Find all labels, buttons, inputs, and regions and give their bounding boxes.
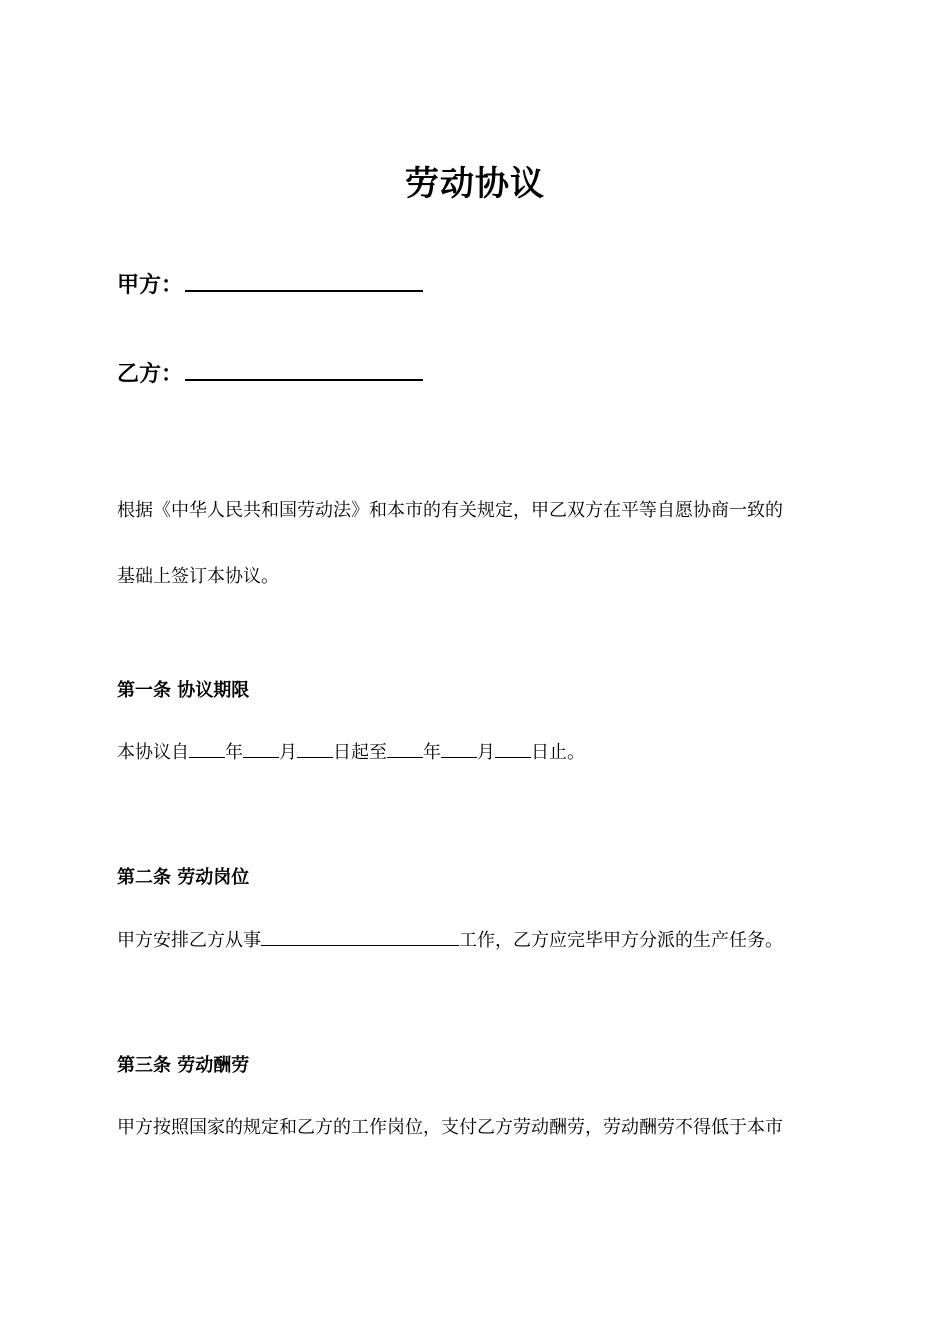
job-position-blank[interactable] [261,927,459,946]
start-day-blank[interactable] [297,739,333,758]
end-day-blank[interactable] [495,739,531,758]
article-2-suffix: 工作，乙方应完毕甲方分派的生产任务。 [459,930,783,951]
article-1-part: 年 [423,742,441,763]
article-1-part: 月 [279,742,297,763]
article-1-part: 日止。 [531,742,585,763]
article-1-part: 年 [225,742,243,763]
end-year-blank[interactable] [387,739,423,758]
article-2-heading: 第二条 劳动岗位 [117,867,250,888]
party-b-blank[interactable] [185,355,423,381]
start-year-blank[interactable] [189,739,225,758]
start-month-blank[interactable] [243,739,279,758]
party-b-label: 乙方： [117,361,184,387]
article-3-heading: 第三条 劳动酬劳 [117,1055,250,1076]
intro-line-2: 基础上签订本协议。 [117,566,279,587]
article-1-text [117,738,585,764]
article-1-part: 日起至 [333,742,387,763]
party-a-label: 甲方： [117,272,184,298]
end-month-blank[interactable] [441,739,477,758]
document-title: 劳动协议 [405,164,545,204]
article-2-prefix: 甲方安排乙方从事 [117,930,261,951]
article-1-heading: 第一条 协议期限 [117,680,250,701]
article-3-line-1: 甲方按照国家的规定和乙方的工作岗位，支付乙方劳动酬劳，劳动酬劳不得低于本市 [117,1117,783,1138]
intro-line-1: 根据《中华人民共和国劳动法》和本市的有关规定，甲乙双方在平等自愿协商一致的 [117,500,783,521]
article-2-text [117,926,783,952]
party-b-row [117,355,423,388]
article-1-part: 本协议自 [117,742,189,763]
party-a-row [117,266,423,299]
article-1-part: 月 [477,742,495,763]
party-a-blank[interactable] [185,266,423,292]
